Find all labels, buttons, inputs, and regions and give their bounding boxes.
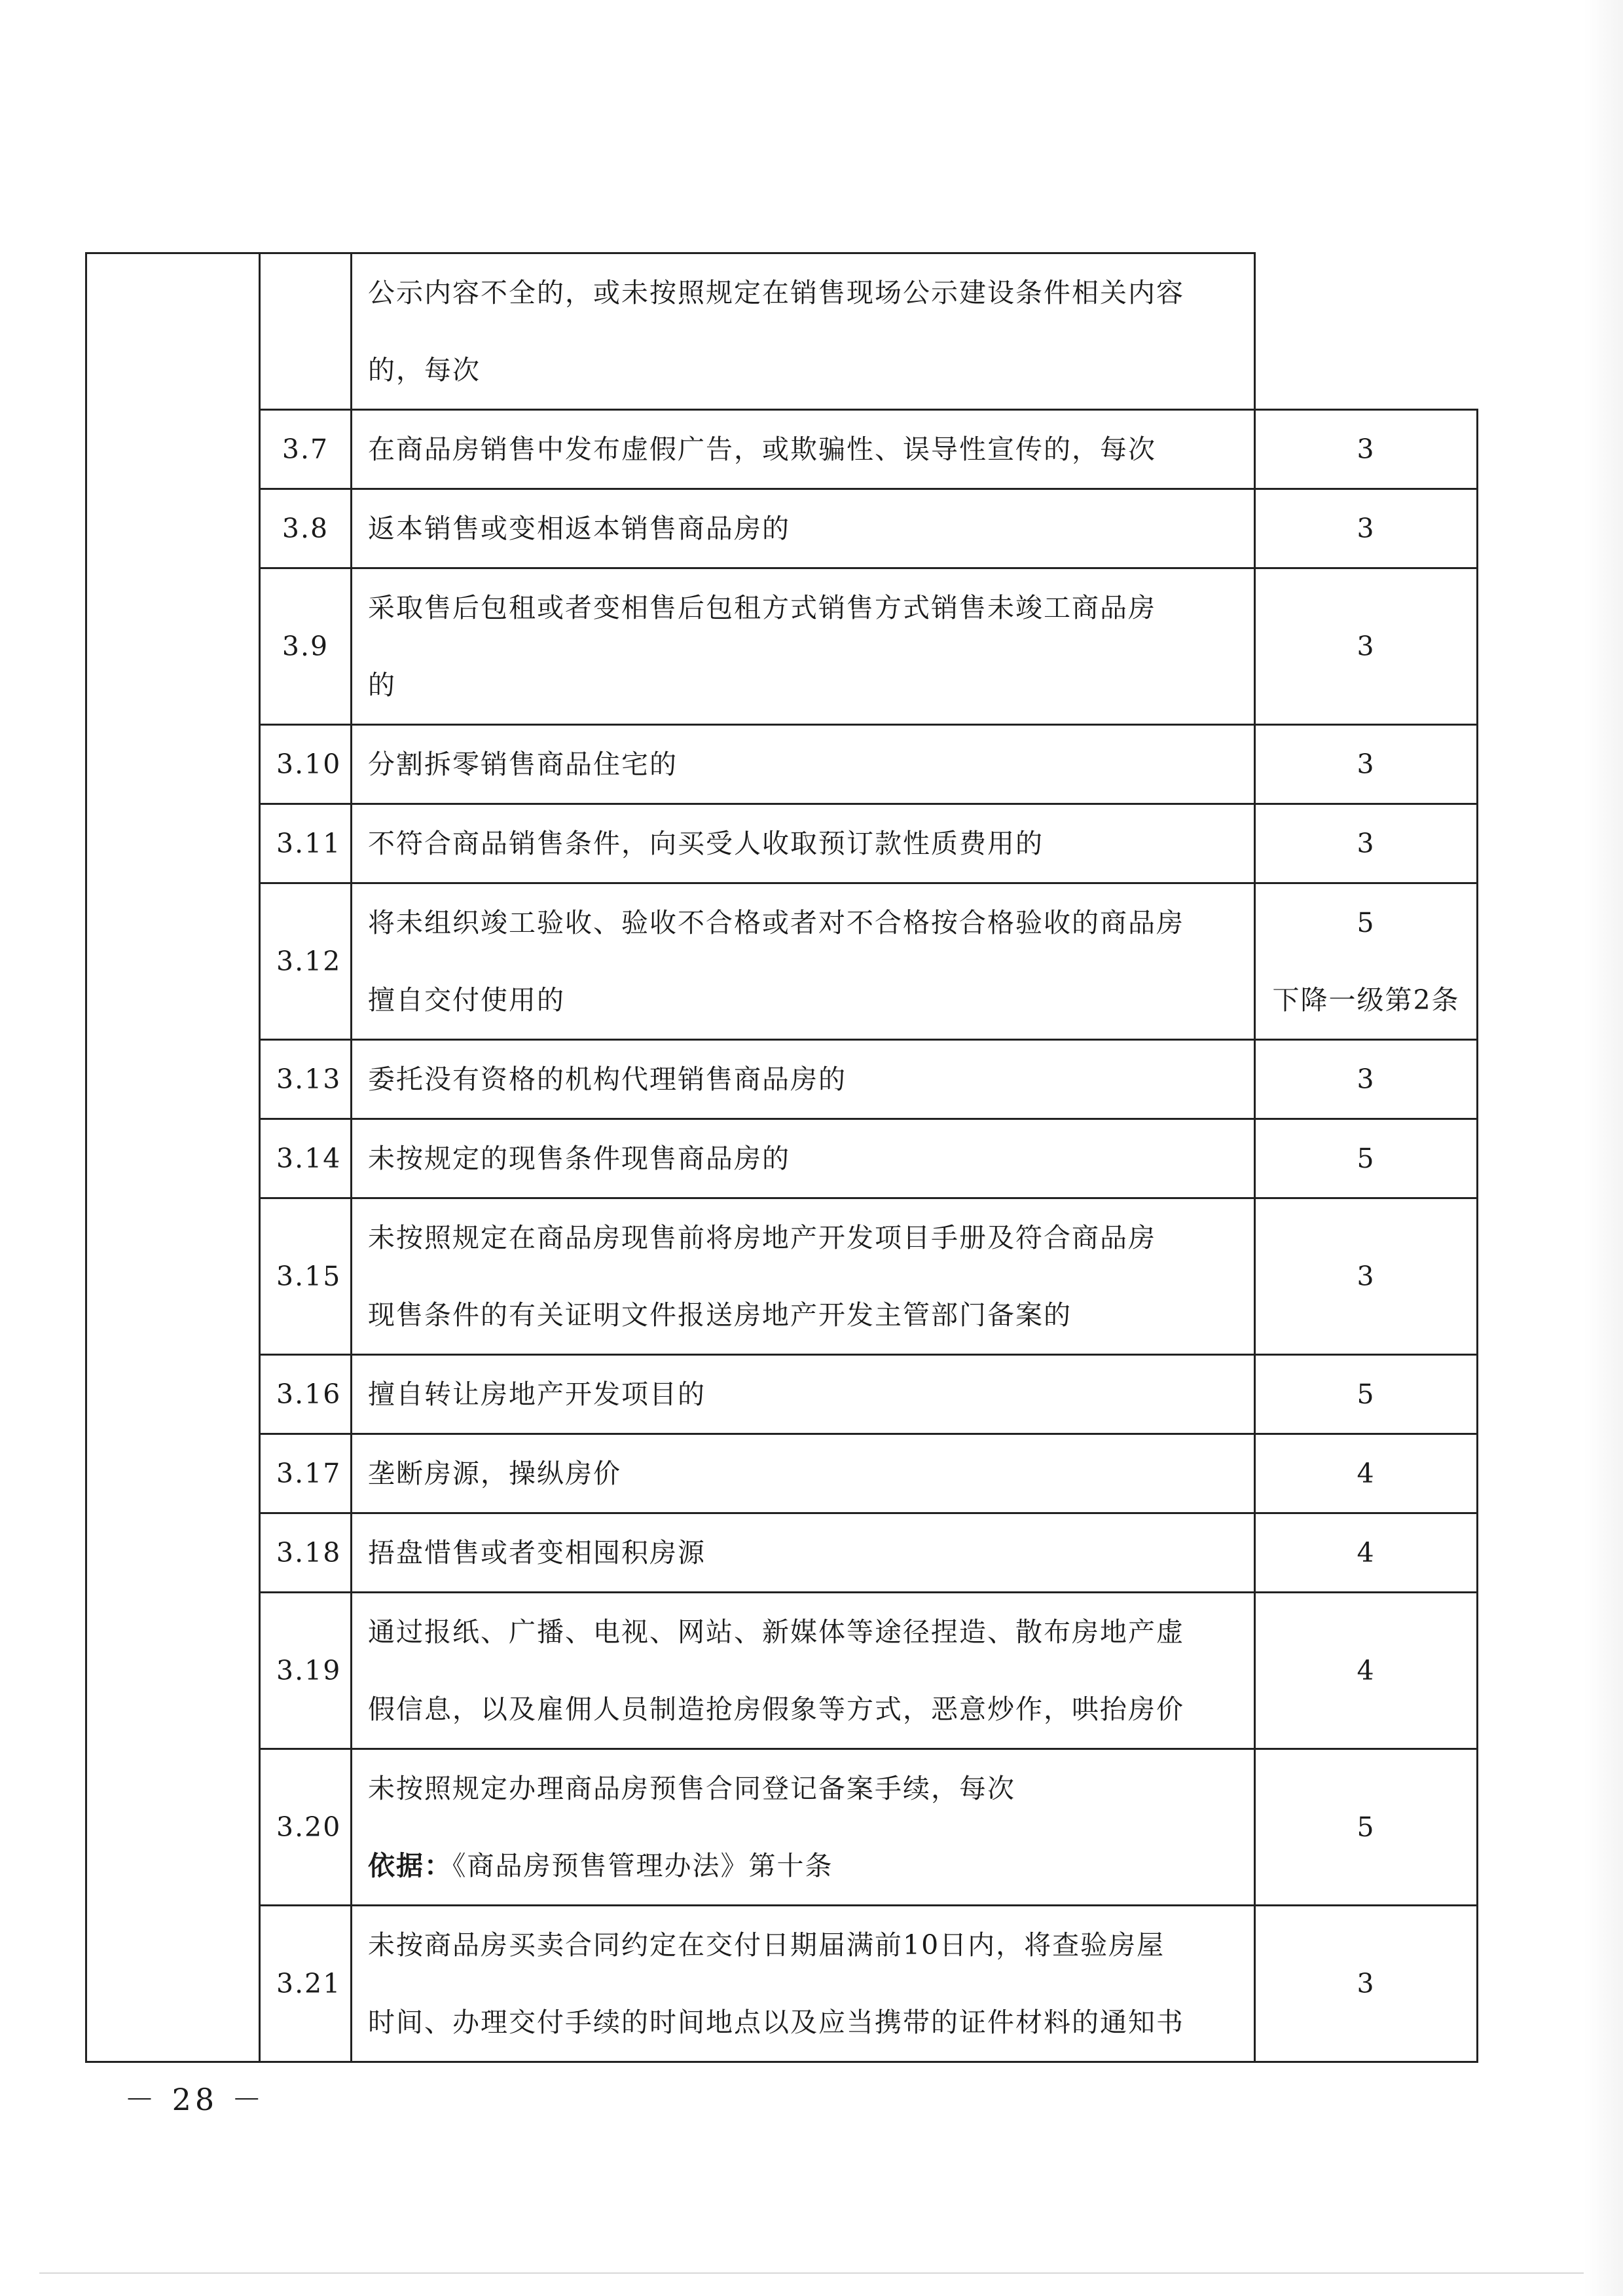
table-row [86, 1119, 1478, 1198]
item-score [1255, 1593, 1478, 1749]
description-line: 将未组织竣工验收、验收不合格或者对不合格按合格验收的商品房 [368, 907, 1184, 938]
description-line: 的，每次 [368, 354, 481, 386]
item-number: 3.7 [260, 410, 352, 489]
item-score [1255, 1355, 1478, 1434]
item-number: 3.13 [260, 1040, 352, 1119]
table-row [86, 1355, 1478, 1434]
description-line: 假信息，以及雇佣人员制造抢房假象等方式，恶意炒作，哄抬房价 [368, 1694, 1184, 1725]
item-description [352, 410, 1255, 489]
item-score [1255, 1513, 1478, 1593]
description-line: 未按商品房买卖合同约定在交付日期届满前10日内，将查验房屋 [368, 1929, 1165, 1961]
description-line: 捂盘惜售或者变相囤积房源 [368, 1537, 706, 1568]
score-line: 3 [1357, 434, 1376, 465]
description-line: 擅自转让房地产开发项目的 [368, 1379, 706, 1410]
table-row [86, 410, 1478, 489]
item-number: 3.18 [260, 1513, 352, 1593]
item-score [1255, 804, 1478, 883]
score-line: 5 [1357, 907, 1376, 938]
item-description [352, 1906, 1255, 2062]
score-line: 3 [1357, 828, 1376, 859]
item-score [1255, 1040, 1478, 1119]
item-number: 3.21 [260, 1906, 352, 2062]
item-number: 3.9 [260, 568, 352, 725]
description-line: 未按照规定办理商品房预售合同登记备案手续，每次 [368, 1773, 1015, 1804]
item-number: 3.16 [260, 1355, 352, 1434]
item-score [1255, 1119, 1478, 1198]
item-number: 3.8 [260, 489, 352, 568]
description-line: 分割拆零销售商品住宅的 [368, 749, 678, 780]
description-line: 擅自交付使用的 [368, 984, 565, 1016]
scan-edge-shade [1584, 0, 1623, 2296]
description-line: 委托没有资格的机构代理销售商品房的 [368, 1064, 847, 1095]
table-row [86, 804, 1478, 883]
legal-basis-label: 依据： [368, 1850, 452, 1881]
description-line: 现售条件的有关证明文件报送房地产开发主管部门备案的 [368, 1299, 1072, 1331]
item-description [352, 568, 1255, 725]
item-score [1255, 1198, 1478, 1355]
score-line: 3 [1357, 749, 1376, 780]
violation-score-table [85, 252, 1478, 2063]
score-line: 4 [1357, 1458, 1376, 1489]
score-line: 3 [1357, 631, 1376, 662]
description-line: 不符合商品销售条件，向买受人收取预订款性质费用的 [368, 828, 1044, 859]
item-number: 3.20 [260, 1749, 352, 1906]
table-row [86, 1198, 1478, 1355]
score-line: 3 [1357, 1064, 1376, 1095]
item-description [352, 253, 1255, 410]
description-line: 垄断房源，操纵房价 [368, 1458, 621, 1489]
item-score [1255, 489, 1478, 568]
table-row [86, 1906, 1478, 2062]
description-line: 采取售后包租或者变相售后包租方式销售方式销售未竣工商品房 [368, 592, 1156, 623]
score-line: 4 [1357, 1537, 1376, 1568]
item-number: 3.14 [260, 1119, 352, 1198]
score-line: 5 [1357, 1379, 1376, 1410]
item-score [1255, 1434, 1478, 1513]
legal-basis [368, 1827, 1238, 1904]
item-number: 3.15 [260, 1198, 352, 1355]
table-row [86, 568, 1478, 725]
item-number: 3.19 [260, 1593, 352, 1749]
item-description [352, 804, 1255, 883]
score-line: 5 [1357, 1143, 1376, 1174]
description-line: 未按照规定在商品房现售前将房地产开发项目手册及符合商品房 [368, 1222, 1156, 1253]
description-line: 的 [368, 669, 396, 701]
page-number: － 28 － [124, 2082, 266, 2117]
description-line: 在商品房销售中发布虚假广告，或欺骗性、误导性宣传的，每次 [368, 434, 1156, 465]
score-line: 3 [1357, 1968, 1376, 1999]
item-number: 3.11 [260, 804, 352, 883]
table-row [86, 253, 1478, 410]
description-line: 公示内容不全的，或未按照规定在销售现场公示建设条件相关内容 [368, 277, 1184, 308]
legal-basis-text: 《商品房预售管理办法》第十条 [452, 1850, 833, 1881]
item-description [352, 1593, 1255, 1749]
item-description [352, 1119, 1255, 1198]
item-number: 3.17 [260, 1434, 352, 1513]
item-description [352, 883, 1255, 1040]
item-description [352, 1434, 1255, 1513]
score-line: 下降一级第2条 [1272, 984, 1460, 1016]
item-score [1255, 253, 1478, 410]
score-line: 3 [1357, 513, 1376, 544]
item-number: 3.12 [260, 883, 352, 1040]
item-description [352, 489, 1255, 568]
item-number: 3.10 [260, 725, 352, 804]
item-score [1255, 568, 1478, 725]
item-score [1255, 410, 1478, 489]
table-row [86, 1749, 1478, 1906]
table-row [86, 489, 1478, 568]
item-number [260, 253, 352, 410]
score-line: 5 [1357, 1811, 1376, 1843]
item-score [1255, 725, 1478, 804]
table-row [86, 1593, 1478, 1749]
table-row [86, 1434, 1478, 1513]
item-description [352, 1040, 1255, 1119]
table-row [86, 1513, 1478, 1593]
description-line: 返本销售或变相返本销售商品房的 [368, 513, 790, 544]
table-row [86, 1040, 1478, 1119]
description-line: 未按规定的现售条件现售商品房的 [368, 1143, 790, 1174]
item-score [1255, 1749, 1478, 1906]
item-description [352, 1513, 1255, 1593]
item-description [352, 1749, 1255, 1906]
table-row [86, 883, 1478, 1040]
table-body [86, 253, 1478, 2062]
description-line: 时间、办理交付手续的时间地点以及应当携带的证件材料的通知书 [368, 2007, 1184, 2038]
item-score [1255, 883, 1478, 1040]
item-description [352, 725, 1255, 804]
item-description [352, 1198, 1255, 1355]
item-score [1255, 1906, 1478, 2062]
table-row [86, 725, 1478, 804]
description-line: 通过报纸、广播、电视、网站、新媒体等途径捏造、散布房地产虚 [368, 1616, 1184, 1648]
item-description [352, 1355, 1255, 1434]
bottom-rule [39, 2272, 1584, 2274]
score-line: 3 [1357, 1261, 1376, 1292]
category-cell [86, 253, 260, 2062]
score-line: 4 [1357, 1655, 1376, 1686]
